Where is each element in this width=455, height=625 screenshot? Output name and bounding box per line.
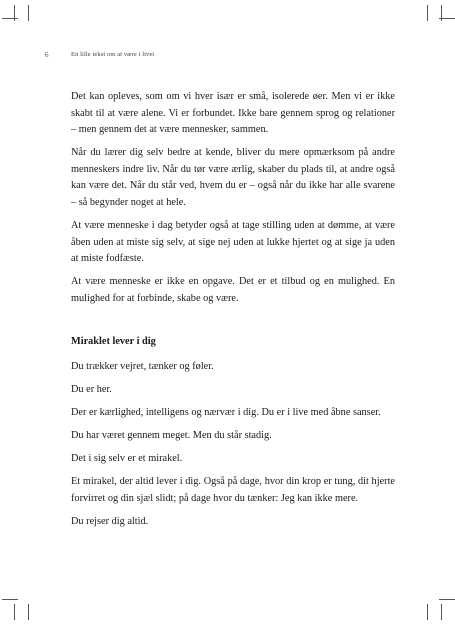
section-paragraph: Et mirakel, der altid lever i dig. Også på dage, hvor din krop er tung, dit hjerte forvirret og din sjæl slidt; på dage hvor du tænker: Jeg kan ikke mere. xyxy=(71,476,395,504)
body-paragraph: At være menneske i dag betyder også at tage stilling uden at dømme, at være åben uden at miste sig selv, at sige nej uden at lukke hjertet og at sige ja uden at miste fodfæste. xyxy=(71,220,395,265)
section-paragraph: Du har været gennem meget. Men du står stadig. xyxy=(71,430,272,441)
running-head: En lille tekst om at være i livet xyxy=(71,51,155,58)
crop-mark xyxy=(441,604,442,620)
crop-mark xyxy=(2,18,18,19)
crop-mark xyxy=(439,18,455,19)
body-paragraph: At være menneske er ikke en opgave. Det er et tilbud og en mulighed. En mulighed for at forbinde, skabe og være. xyxy=(71,276,395,305)
crop-mark xyxy=(14,604,15,620)
page-body xyxy=(71,89,395,537)
crop-mark xyxy=(28,5,29,21)
body-paragraph: Det kan opleves, som om vi hver især er små, isolerede øer. Men vi er ikke skabt til at være alene. Vi er forbundet. Ikke bare gennem sprog og relationer – men gennem det at være mennesker, sammen. xyxy=(71,91,395,136)
page-number: 6 xyxy=(45,51,49,59)
crop-mark xyxy=(427,604,428,620)
crop-mark xyxy=(427,5,428,21)
section-paragraph: Du rejser dig altid. xyxy=(71,515,149,527)
section-paragraph: Det i sig selv er et mirakel. xyxy=(71,453,183,465)
crop-mark xyxy=(28,604,29,620)
section-paragraph: Du trækker vejret, tænker og føler. xyxy=(71,360,214,372)
crop-mark xyxy=(2,599,18,600)
section-body xyxy=(71,359,395,531)
section-paragraph: Du er her. xyxy=(71,383,112,395)
crop-mark xyxy=(439,599,455,600)
body-paragraph: Når du lærer dig selv bedre at kende, bliver du mere opmærksom på andre menneskers indre liv. Når du tør være ærlig, skaber du plads til, at andre også kan være det. Når du står ved, hvem du er – også når du ikke har alle svarene – så begynder noget at hele. xyxy=(71,147,395,209)
section-heading: Miraklet lever i dig xyxy=(71,335,156,347)
section-paragraph: Der er kærlighed, intelligens og nærvær i dig. Du er i live med åbne sanser. xyxy=(71,406,381,418)
